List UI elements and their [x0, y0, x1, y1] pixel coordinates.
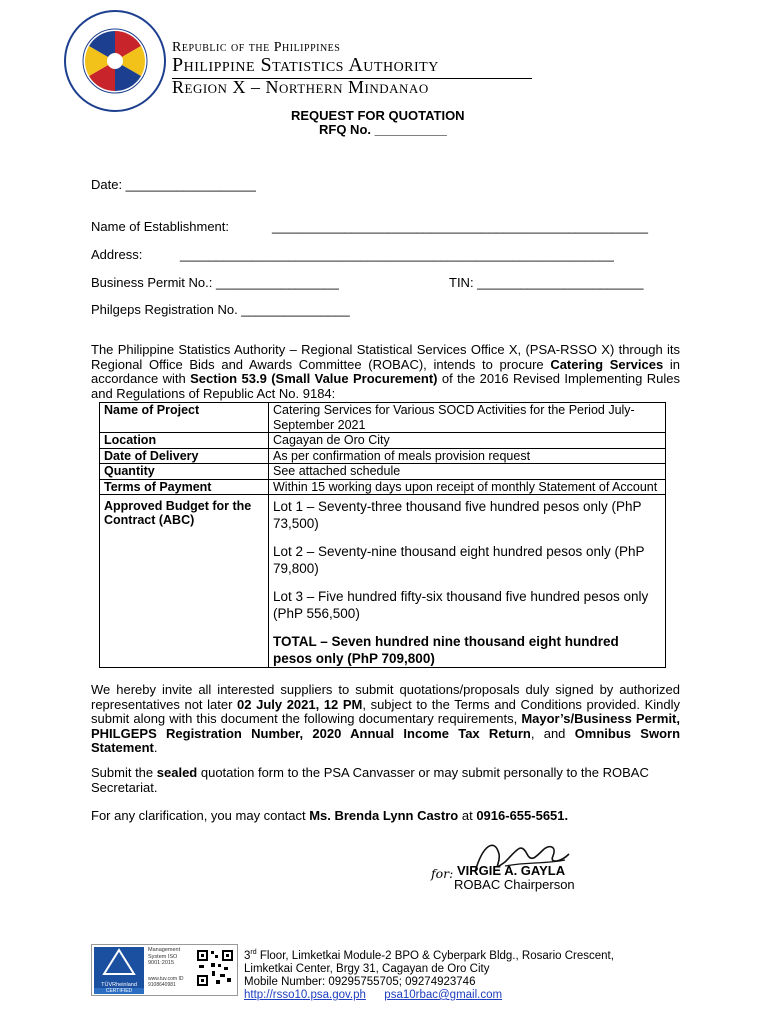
table-row: [100, 464, 666, 480]
region-name: Region X – Northern Mindanao: [172, 77, 429, 97]
address-street: Floor, Limketkai Module-2 BPO & Cyberpark Bldg., Rosario Crescent,: [256, 949, 614, 962]
document-title: REQUEST FOR QUOTATION: [291, 108, 465, 123]
signatory-prefix: for:: [431, 866, 454, 881]
table-value-quantity: See attached schedule: [269, 464, 666, 480]
address-label: Address:: [91, 247, 143, 262]
philgeps-field: Philgeps Registration No. _______________: [91, 302, 350, 317]
submit-text-1: Submit the: [91, 765, 157, 780]
establishment-line: ____________________________________________________: [272, 219, 648, 234]
footer-address: [244, 946, 614, 1002]
table-value-delivery: As per confirmation of meals provision request: [269, 448, 666, 464]
table-row: [100, 479, 666, 495]
tin-field: TIN: _______________________: [449, 275, 644, 290]
table-row: [100, 448, 666, 464]
invite-text-3: , and: [530, 725, 575, 741]
lot-2: Lot 2 – Seventy-nine thousand eight hundred pesos only (PhP 79,800): [273, 544, 645, 576]
intro-text-1: The Philippine Statistics Authority – Regional Statistical Services Office X, (PSA-RSSO X) through its Regional Office Bids and Awards Committee (ROBAC), intends to procure: [91, 342, 680, 372]
submit-sealed: sealed: [156, 765, 198, 780]
lot-3: Lot 3 – Five hundred fifty-six thousand five hundred pesos only (PhP 556,500): [273, 589, 649, 621]
badge-system-text: Management System ISO 9001:2015: [148, 947, 181, 966]
signatory-title: ROBAC Chairperson: [454, 877, 575, 892]
invite-text-2: , subject to the Terms and Conditions provided. Kindly submit along with this document the following documentary requirements,: [91, 696, 680, 726]
address-line-2: Limketkai Center, Brgy 31, Cagayan de Oro City: [244, 962, 490, 975]
invite-deadline: 02 July 2021, 12 PM: [237, 696, 363, 712]
iso-certification-badge: [91, 944, 238, 996]
invite-text-1: We hereby invite all interested suppliers to submit quotations/proposals duly signed by authorized representatives not later: [91, 682, 680, 712]
website-link[interactable]: http://rsso10.psa.gov.ph: [244, 988, 366, 1001]
table-label-payment: Terms of Payment: [100, 479, 269, 495]
tuv-logo: [94, 947, 144, 993]
table-label-location: Location: [100, 433, 269, 449]
tuv-certified: CERTIFIED: [94, 988, 144, 994]
date-field: Date: __________________: [91, 177, 256, 192]
floor-suffix: rd: [250, 949, 257, 956]
intro-paragraph: [91, 343, 680, 401]
intro-bold-2: Section 53.9 (Small Value Procurement): [190, 371, 438, 386]
table-value-abc: [269, 495, 666, 668]
submit-text-2: quotation form to the PSA Canvasser or may submit personally to the ROBAC Secretariat.: [91, 765, 649, 795]
table-value-project: Catering Services for Various SOCD Activities for the Period July-September 2021: [269, 403, 666, 433]
contact-text-1: For any clarification, you may contact: [91, 808, 310, 823]
project-details-table: [99, 402, 666, 668]
contact-text-2: at: [458, 808, 477, 823]
establishment-label: Name of Establishment:: [91, 219, 230, 234]
invite-requirements: Mayor’s/Business Permit, PHILGEPS Registration Number, 2020 Annual Income Tax Return: [91, 711, 680, 741]
psa-seal: [62, 8, 168, 114]
invitation-paragraph: [91, 683, 680, 756]
agency-name: Philippine Statistics Authority: [172, 54, 532, 79]
address-line-1: [244, 946, 614, 963]
contact-name: Ms. Brenda Lynn Castro: [309, 808, 459, 823]
floor-number: 3: [244, 949, 251, 962]
badge-url-text: www.tuv.com ID 9108640981: [148, 976, 184, 988]
tuv-brand: TÜVRheinland: [101, 982, 137, 988]
table-row: [100, 495, 666, 668]
contact-paragraph: [91, 808, 680, 823]
table-label-quantity: Quantity: [100, 464, 269, 480]
lot-1: Lot 1 – Seventy-three thousand five hundred pesos only (PhP 73,500): [273, 499, 642, 531]
qr-code-icon: [196, 949, 234, 987]
address-line: ____________________________________________________________: [180, 247, 614, 262]
contact-links: [244, 989, 614, 1002]
table-label-abc: Approved Budget for the Contract (ABC): [100, 495, 269, 668]
address-line-3: Mobile Number: 09295755705; 09274923746: [244, 975, 476, 988]
intro-bold-1: Catering Services: [550, 356, 664, 372]
republic-text: Republic of the Philippines: [172, 40, 341, 55]
intro-text-3: of the 2016 Revised Implementing Rules and Regulations of Republic Act No. 9184:: [91, 371, 681, 401]
submit-paragraph: [91, 766, 680, 795]
table-row: [100, 403, 666, 433]
table-value-payment: Within 15 working days upon receipt of monthly Statement of Account: [269, 479, 666, 495]
table-row: [100, 433, 666, 449]
contact-phone: 0916-655-5651.: [476, 808, 569, 823]
intro-text-2: in accordance with: [91, 356, 681, 386]
table-label-delivery: Date of Delivery: [100, 448, 269, 464]
signatory-name: VIRGIE A. GAYLA: [457, 863, 566, 878]
tuv-triangle-icon: [94, 947, 144, 977]
table-label-project: Name of Project: [100, 403, 269, 433]
invite-text-4: .: [153, 740, 158, 755]
lot-total: TOTAL – Seven hundred nine thousand eight hundred pesos only (PhP 709,800): [273, 634, 619, 666]
email-link[interactable]: psa10rbac@gmail.com: [384, 988, 503, 1001]
table-value-location: Cagayan de Oro City: [269, 433, 666, 449]
invite-omnibus: Omnibus Sworn Statement: [91, 725, 681, 755]
permit-field: Business Permit No.: _________________: [91, 275, 339, 290]
rfq-number: RFQ No. __________: [319, 122, 447, 137]
